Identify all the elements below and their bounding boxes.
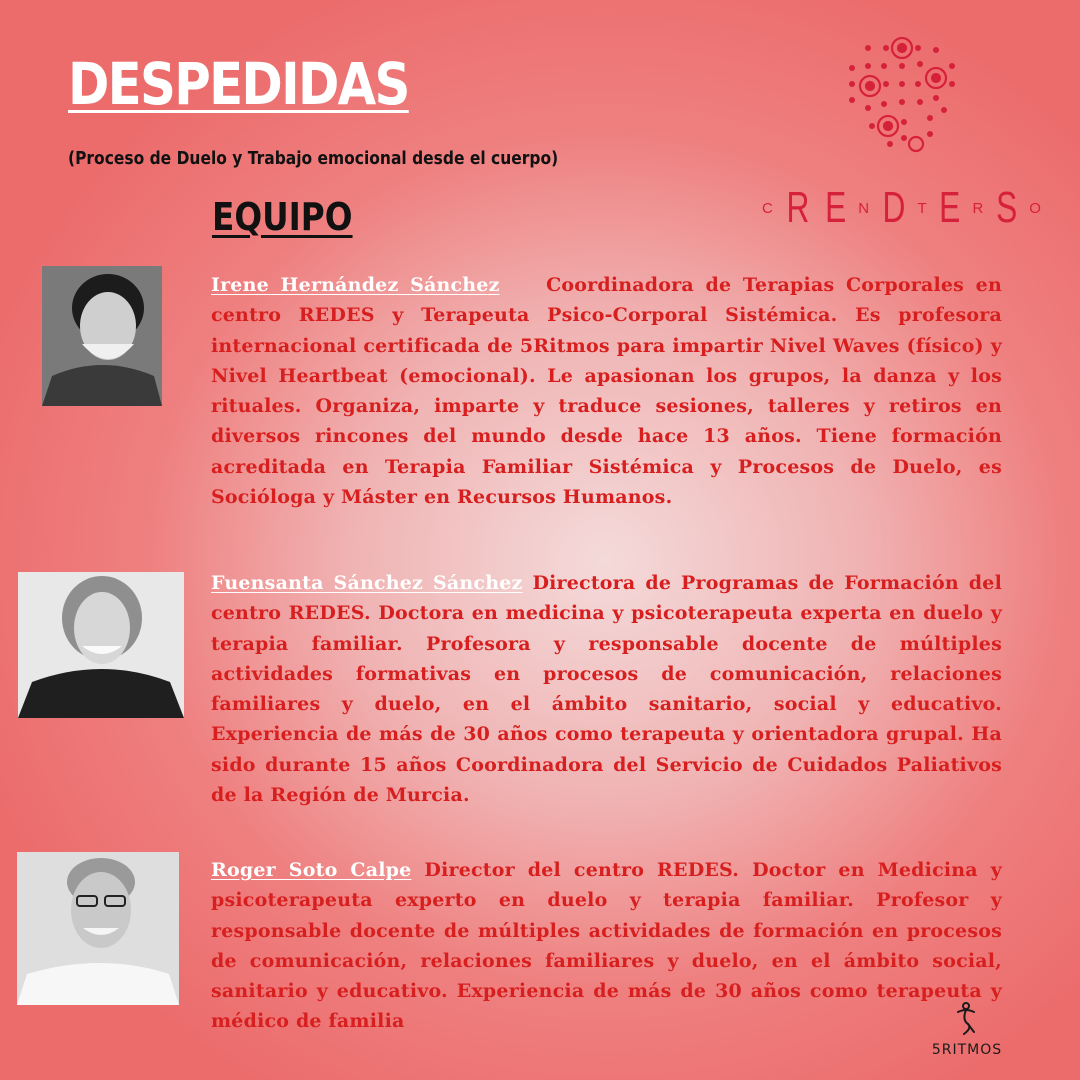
- dancer-figure-icon: [952, 1002, 982, 1036]
- logo-letter: E: [825, 183, 847, 232]
- page-title: DESPEDIDAS: [68, 50, 409, 118]
- member-name-roger: Roger Soto Calpe: [211, 859, 412, 881]
- member-text-irene: Coordinadora de Terapias Corporales en centro REDES y Terapeuta Psico-Corporal Sistémica. Es profesora internacional certificada de 5Ritmos para impartir Nivel Waves (físico) y Nivel Heartbeat (emocional). Le apasionan los grupos, la danza y los rituales. Organiza, imparte y traduce sesiones, talleres y retiros en diversos rincones del mundo desde hace 13 años. Tiene formación acreditada en Terapia Familiar Sistémica y Procesos de Duelo, es Socióloga y Máster en Recursos Humanos.: [211, 274, 1002, 509]
- member-text-roger: Director del centro REDES. Doctor en Medicina y psicoterapeuta experto en duelo y terapia familiar. Profesor y responsable docente de múltiples actividades de formación en procesos de comunicación, relaciones familiares y duelo, en el ámbito social, sanitario y educativo. Experiencia de más de 30 años como terapeuta y médico de familia: [211, 859, 1002, 1033]
- portrait-icon: [18, 572, 184, 718]
- logo-letter: S: [996, 183, 1018, 232]
- section-title: EQUIPO: [212, 195, 353, 239]
- logo-letter: T: [917, 199, 928, 217]
- member-photo-fuensanta: [18, 572, 184, 718]
- logo-letter: N: [858, 199, 871, 217]
- logo-letter: D: [882, 183, 906, 232]
- dots-mandala-icon: [832, 26, 964, 158]
- logo-letter: R: [972, 199, 985, 217]
- member-bio-fuensanta: [211, 568, 1002, 810]
- logo-letter: R: [786, 183, 809, 232]
- member-text-fuensanta: Directora de Programas de Formación del centro REDES. Doctora en medicina y psicoterapeuta experta en duelo y terapia familiar. Profesora y responsable docente de múltiples actividades formativas en procesos de comunicación, relaciones familiares y duelo, en el ámbito sanitario, social y educativo. Experiencia de más de 30 años como terapeuta y orientadora grupal. Ha sido durante 15 años Coordinadora del Servicio de Cuidados Paliativos de la Región de Murcia.: [211, 572, 1002, 807]
- logo-letter: E: [939, 183, 961, 232]
- member-photo-irene: [42, 266, 162, 406]
- logo-letter: C: [762, 199, 774, 217]
- member-bio-irene: [211, 270, 1002, 512]
- member-bio-roger: [211, 855, 1002, 1037]
- member-name-fuensanta: Fuensanta Sánchez Sánchez: [211, 572, 523, 594]
- logo-letter: O: [1029, 199, 1042, 217]
- portrait-icon: [42, 266, 162, 406]
- member-name-irene: Irene Hernández Sánchez: [211, 274, 500, 296]
- 5ritmos-text: 5RITMOS: [931, 1042, 1003, 1058]
- page-subtitle: (Proceso de Duelo y Trabajo emocional desde el cuerpo): [68, 148, 559, 169]
- portrait-icon: [17, 852, 179, 1005]
- member-photo-roger: [17, 852, 179, 1005]
- 5ritmos-logo: [922, 1002, 1012, 1064]
- redes-logo-wordmark: [762, 184, 1042, 232]
